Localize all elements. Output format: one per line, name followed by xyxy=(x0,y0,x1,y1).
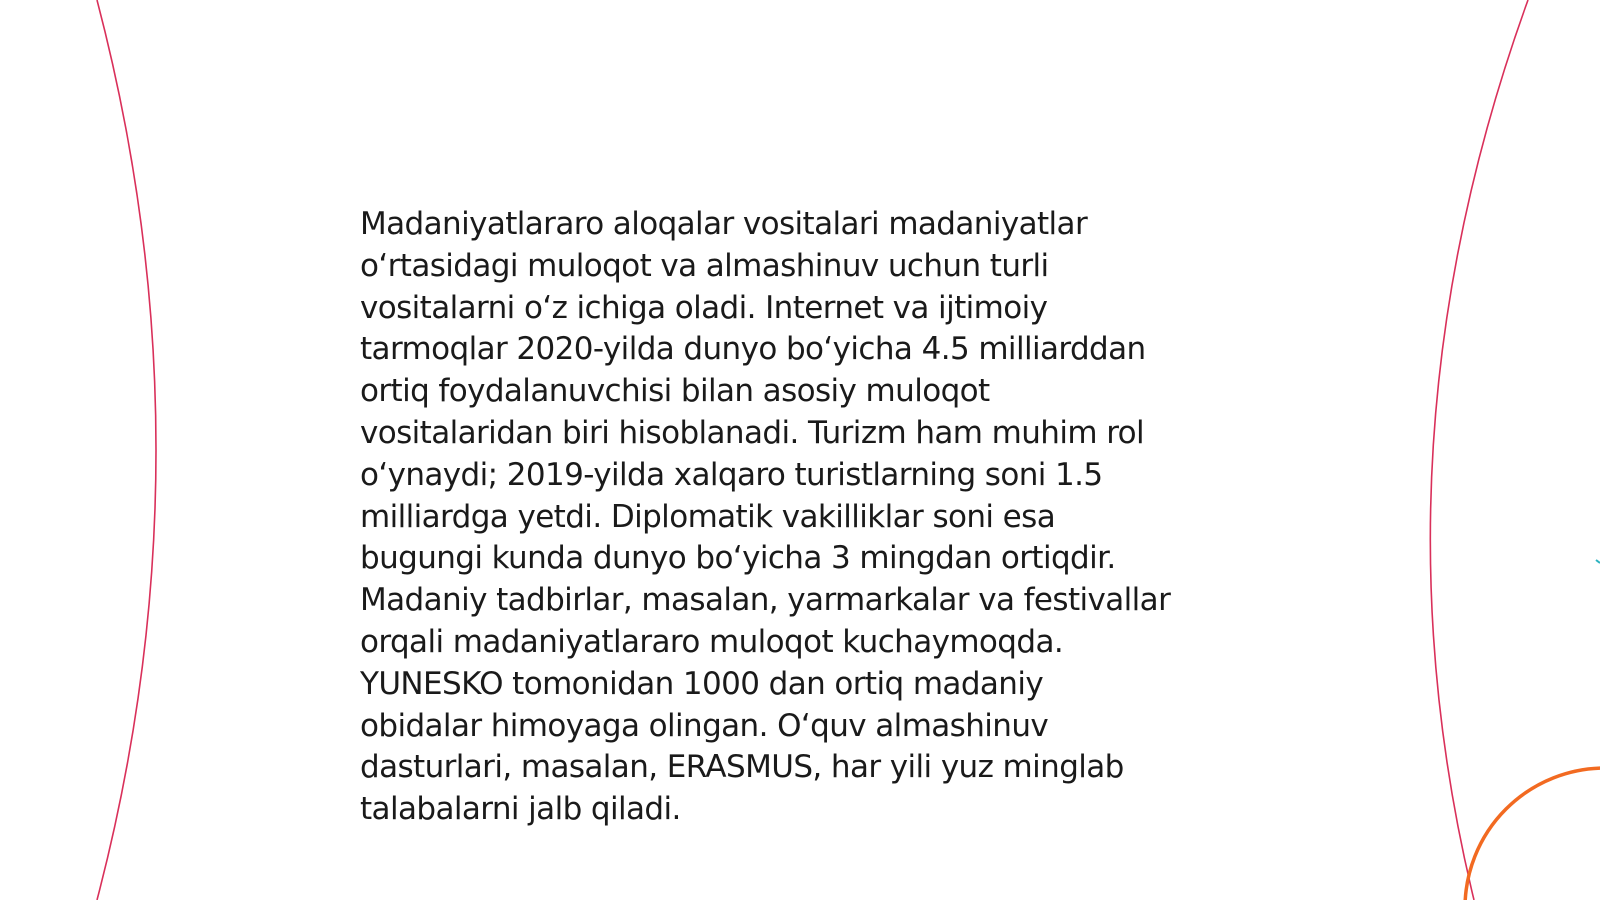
body-text: Madaniyatlararo aloqalar vositalari madaniyatlar o‘rtasidagi muloqot va almashinuv uchun turli vositalarni o‘z ichiga oladi. Internet va ijtimoiy tarmoqlar 2020-yilda dunyo bo‘yicha 4.5 milliarddan ortiq foydalanuvchisi bilan asosiy muloqot vositalaridan biri hisoblanadi. Turizm ham muhim rol o‘ynaydi; 2019-yilda xalqaro turistlarning soni 1.5 milliardga yetdi. Diplomatik vakilliklar soni esa bugungi kunda dunyo bo‘yicha 3 mingdan ortiqdir. Madaniy tadbirlar, masalan, yarmarkalar va festivallar orqali madaniyatlararo muloqot kuchaymoqda. YUNESKO tomonidan 1000 dan ortiq madaniy obidalar himoyaga olingan. O‘quv almashinuv dasturlari, masalan, ERASMUS, har yili yuz minglab talabalarni jalb qiladi. xyxy=(360,206,1171,828)
right-decorative-arc xyxy=(1430,0,1528,900)
left-decorative-arc xyxy=(97,0,156,900)
orange-decorative-circle xyxy=(1465,768,1600,900)
teal-edge-mark xyxy=(1596,560,1600,563)
